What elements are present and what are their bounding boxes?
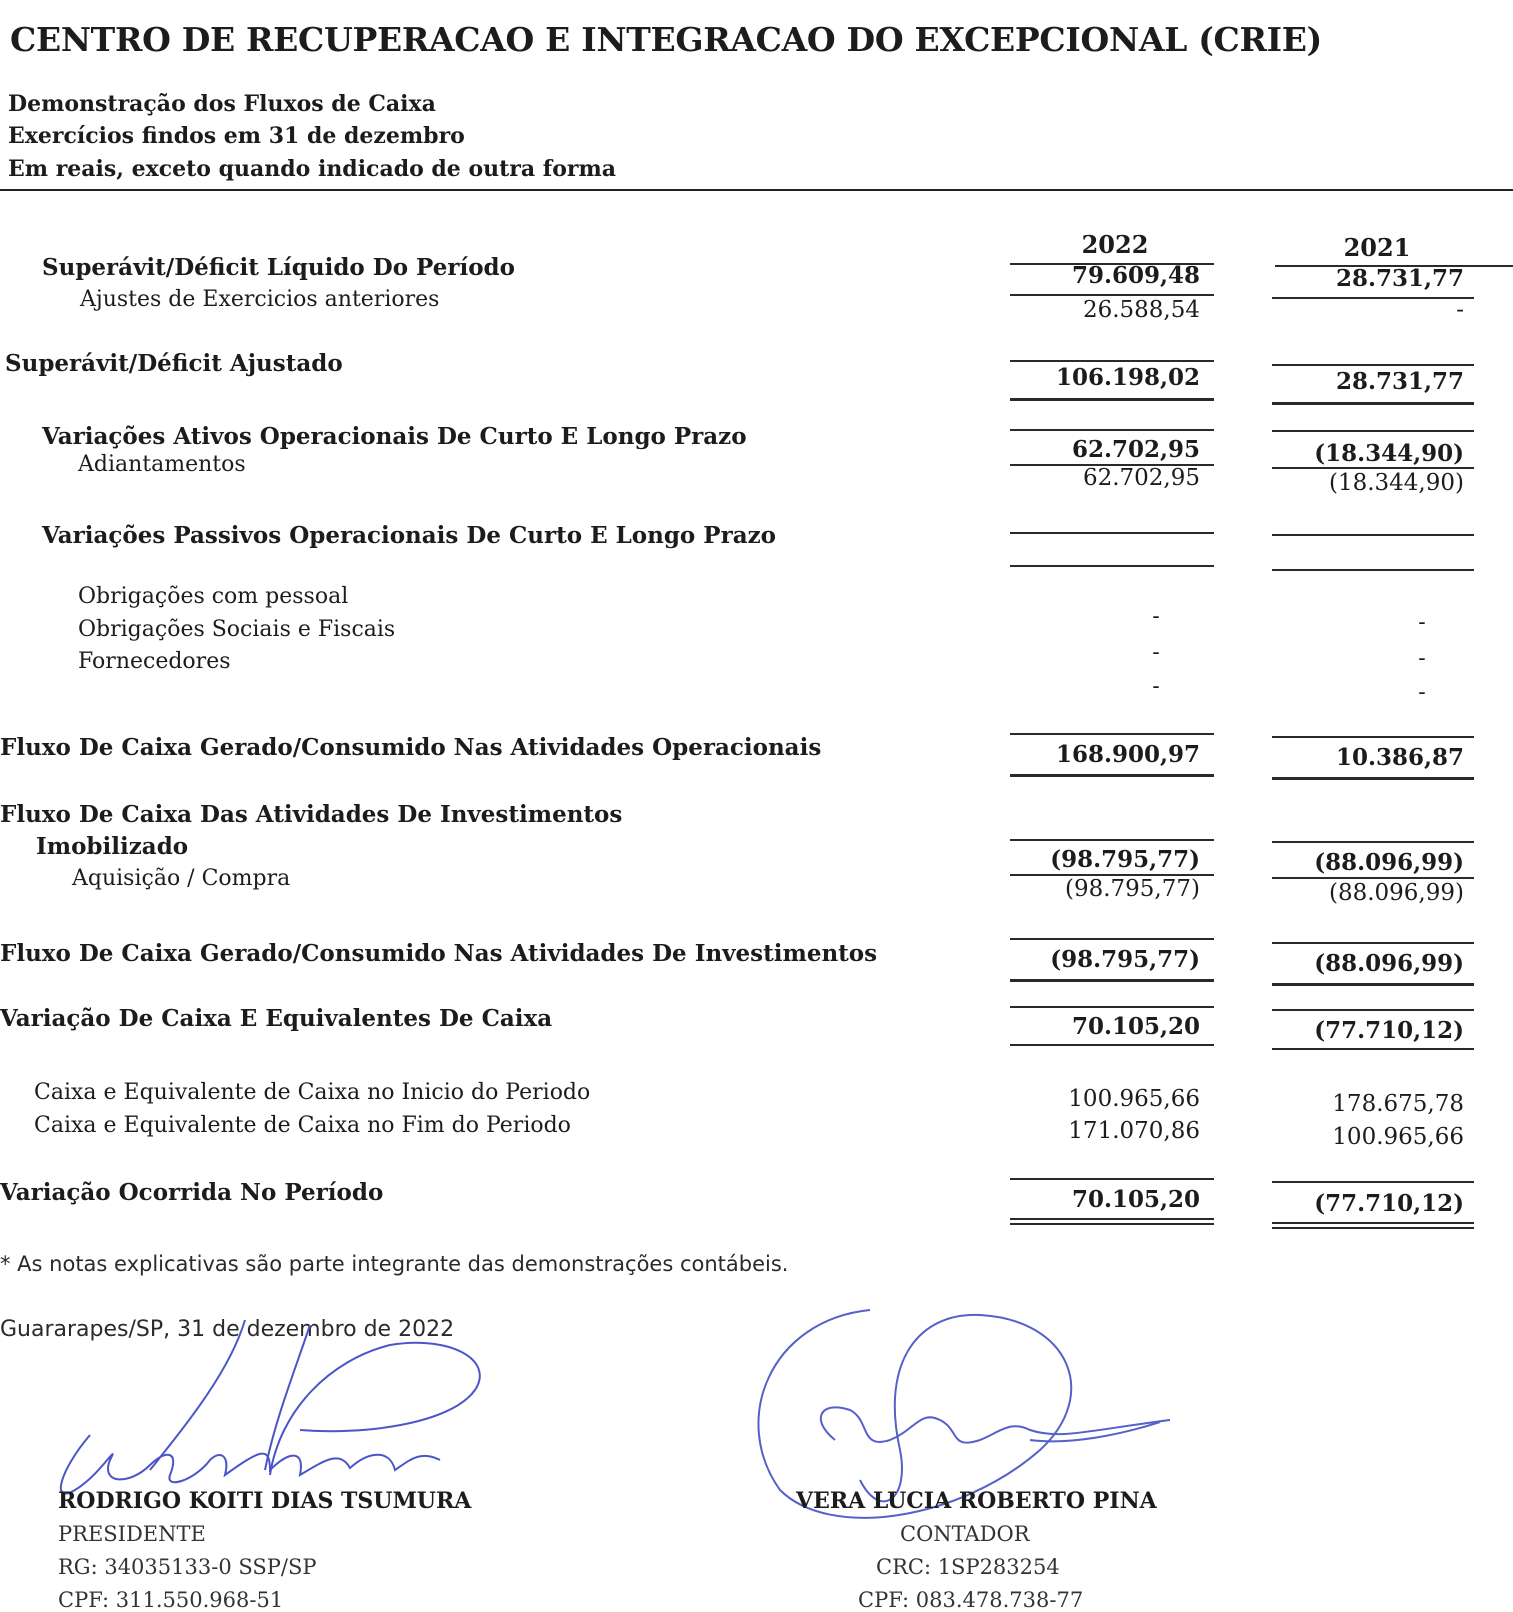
accountant-name: VERA LUCIA ROBERTO PINA [796,1488,1157,1514]
president-signature [30,1300,500,1505]
row-label-prior-adjustments: Ajustes de Exercicios anteriores [80,287,440,312]
rule [1272,364,1474,366]
accountant-role: CONTADOR [900,1522,1030,1546]
accountant-cpf: CPF: 083.478.738-77 [858,1588,1084,1612]
row-label-cash-change: Variação De Caixa E Equivalentes De Caixa [0,1005,553,1032]
value-cash-change-2022: 70.105,20 [1071,1013,1200,1040]
row-label-investing-cash-flow: Fluxo De Caixa Gerado/Consumido Nas Atividades De Investimentos [0,940,878,967]
rule [1272,777,1474,780]
period-subtitle: Exercícios findos em 31 de dezembro [8,123,465,149]
rule [1272,467,1474,469]
value-period-change-2021: (77.710,12) [1314,1190,1464,1217]
president-name: RODRIGO KOITI DIAS TSUMURA [58,1488,472,1514]
president-cpf: CPF: 311.550.968-51 [58,1588,284,1612]
rule [1272,983,1474,986]
value-fixed-assets-2021: (88.096,99) [1314,849,1464,876]
row-label-net-result: Superávit/Déficit Líquido Do Período [42,254,515,281]
rule [1010,565,1214,567]
rule [1010,1006,1214,1008]
value-payroll-2022: - [1152,604,1160,629]
rule [1010,360,1214,362]
row-label-operating-cash-flow: Fluxo De Caixa Gerado/Consumido Nas Atividades Operacionais [0,734,822,761]
rule [1010,532,1214,534]
value-cash-end-2021: 100.965,66 [1332,1124,1464,1150]
value-operating-cash-flow-2021: 10.386,87 [1335,744,1464,771]
rule [1272,402,1474,405]
row-label-advances: Adiantamentos [78,452,246,477]
row-label-payroll-obligations: Obrigações com pessoal [78,584,349,609]
place-and-date: Guararapes/SP, 31 de dezembro de 2022 [0,1317,455,1342]
rule [1010,733,1214,735]
rule [1272,1181,1474,1183]
value-prior-adjustments-2021: - [1456,297,1464,323]
row-label-cash-end: Caixa e Equivalente de Caixa no Fim do Periodo [34,1113,571,1138]
rule [1272,736,1474,738]
rule [1272,942,1474,944]
value-prior-adjustments-2022: 26.588,54 [1082,297,1200,323]
row-label-adjusted: Superávit/Déficit Ajustado [5,350,343,377]
accountant-crc: CRC: 1SP283254 [876,1555,1060,1579]
rule [1272,534,1474,536]
rule [1010,1218,1214,1220]
row-label-investing-header: Fluxo De Caixa Das Atividades De Investimentos [0,801,623,828]
value-suppliers-2022: - [1152,674,1160,699]
value-operating-assets-2021: (18.344,90) [1314,440,1464,467]
value-investing-cash-flow-2022: (98.795,77) [1050,946,1200,973]
column-header-2022: 2022 [1081,230,1149,259]
rule [1272,1009,1474,1011]
value-social-tax-2021: - [1418,646,1426,671]
value-operating-assets-2022: 62.702,95 [1071,436,1200,463]
value-net-result-2022: 79.609,48 [1071,262,1200,289]
row-label-period-change: Variação Ocorrida No Período [0,1179,384,1206]
rule [1010,979,1214,982]
rule [1010,774,1214,777]
row-label-operating-liabilities: Variações Passivos Operacionais De Curto E Longo Prazo [42,522,777,549]
rule [1272,1222,1474,1224]
value-adjusted-2021: 28.731,77 [1335,368,1464,395]
row-label-social-tax-obligations: Obrigações Sociais e Fiscais [78,617,396,642]
rule [1272,1048,1474,1050]
value-operating-cash-flow-2022: 168.900,97 [1055,741,1200,768]
value-net-result-2021: 28.731,77 [1335,265,1464,292]
row-label-cash-beginning: Caixa e Equivalente de Caixa no Inicio do Periodo [34,1080,591,1105]
president-role: PRESIDENTE [58,1522,206,1546]
value-cash-change-2021: (77.710,12) [1314,1017,1464,1044]
value-acquisition-2022: (98.795,77) [1064,876,1200,902]
rule [1010,1223,1214,1225]
value-period-change-2022: 70.105,20 [1071,1186,1200,1213]
row-label-operating-assets: Variações Ativos Operacionais De Curto E Longo Prazo [42,423,747,450]
row-label-acquisition: Aquisição / Compra [72,866,291,891]
row-label-fixed-assets: Imobilizado [36,833,189,860]
value-investing-cash-flow-2021: (88.096,99) [1314,950,1464,977]
rule [1272,569,1474,571]
value-cash-beginning-2021: 178.675,78 [1332,1091,1464,1117]
row-label-suppliers: Fornecedores [78,649,231,674]
value-cash-end-2022: 171.070,86 [1068,1118,1200,1144]
statement-title: Demonstração dos Fluxos de Caixa [8,91,436,117]
value-payroll-2021: - [1418,610,1426,635]
value-adjusted-2022: 106.198,02 [1055,364,1200,391]
rule [1010,839,1214,841]
rule [1272,877,1474,879]
value-acquisition-2021: (88.096,99) [1328,880,1464,906]
rule [1272,1227,1474,1229]
rule [1010,294,1214,296]
rule [1272,430,1474,432]
rule [1010,429,1214,431]
value-cash-beginning-2022: 100.965,66 [1068,1086,1200,1112]
explanatory-note: * As notas explicativas são parte integrante das demonstrações contábeis. [0,1252,789,1276]
rule [1010,938,1214,940]
rule [1010,1044,1214,1046]
currency-note: Em reais, exceto quando indicado de outra forma [8,156,617,182]
rule [1010,398,1214,401]
column-header-2021: 2021 [1343,233,1411,262]
rule [1272,841,1474,843]
value-advances-2022: 62.702,95 [1082,465,1200,491]
entity-title: CENTRO DE RECUPERACAO E INTEGRACAO DO EXCEPCIONAL (CRIE) [10,20,1322,59]
value-social-tax-2022: - [1152,640,1160,665]
president-rg: RG: 34035133-0 SSP/SP [58,1555,317,1579]
value-suppliers-2021: - [1418,680,1426,705]
rule [1010,1178,1214,1180]
value-fixed-assets-2022: (98.795,77) [1050,846,1200,873]
header-divider [0,189,1513,191]
value-advances-2021: (18.344,90) [1328,470,1464,496]
